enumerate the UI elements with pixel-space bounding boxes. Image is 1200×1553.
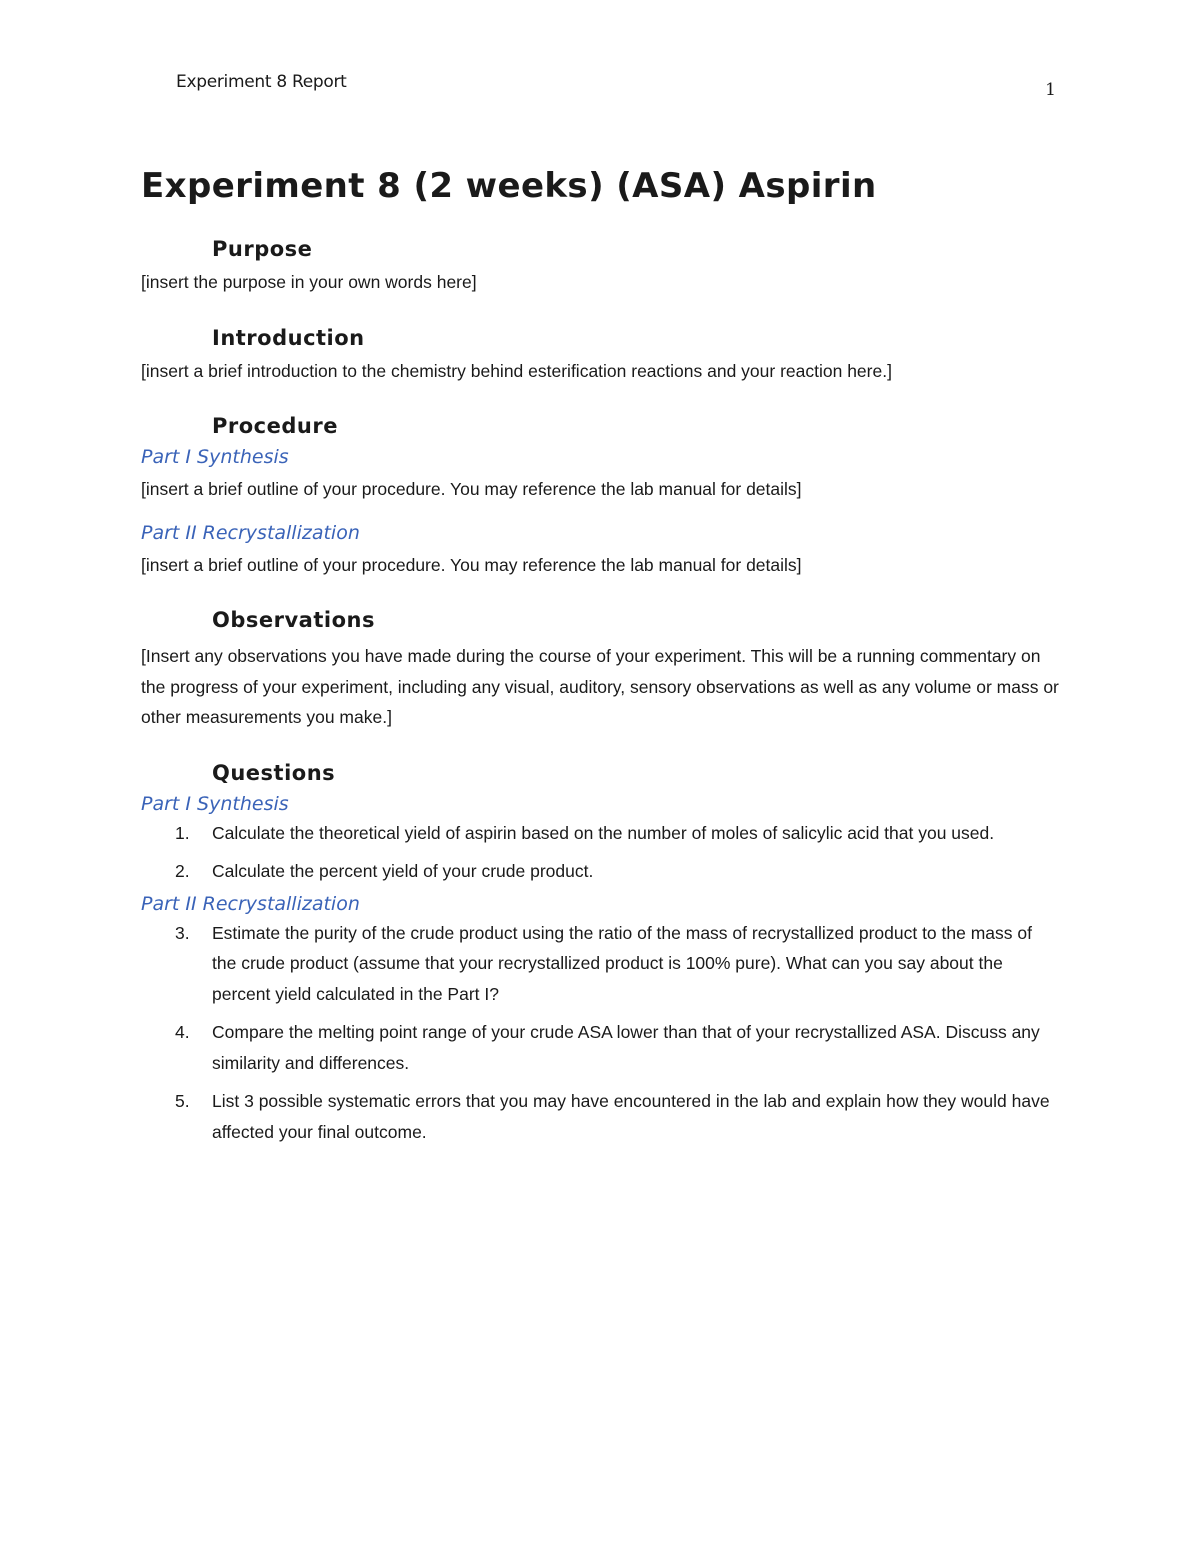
procedure-part1-heading: Part I Synthesis <box>141 446 289 468</box>
procedure-part2-text: [insert a brief outline of your procedure. You may reference the lab manual for details] <box>141 554 802 575</box>
question-text: Compare the melting point range of your crude ASA lower than that of your recrystallized ASA. Discuss any similarity and differences. <box>212 1022 1040 1073</box>
document-body <box>141 160 1061 1155</box>
question-number: 1. <box>175 822 190 843</box>
question-text: Calculate the theoretical yield of aspirin based on the number of moles of salicylic acid that you used. <box>212 822 995 843</box>
running-header-title: Experiment 8 Report <box>176 72 347 92</box>
introduction-text: [insert a brief introduction to the chemistry behind esterification reactions and your reaction here.] <box>141 360 892 381</box>
purpose-heading: Purpose <box>212 237 313 261</box>
question-text: Estimate the purity of the crude product using the ratio of the mass of recrystallized product to the mass of the crude product (assume that your recrystallized product is 100% pure). What can you say about the percent yield calculated in the Part I? <box>212 922 1032 1004</box>
procedure-part1-text: [insert a brief outline of your procedure. You may reference the lab manual for details] <box>141 479 802 499</box>
procedure-section <box>141 411 1061 580</box>
page-header <box>176 72 1060 102</box>
questions-part1-heading: Part I Synthesis <box>141 792 289 815</box>
questions-heading: Questions <box>212 760 336 785</box>
question-item <box>141 856 1061 887</box>
observations-text: [Insert any observations you have made during the course of your experiment. This will be a running commentary on the progress of your experiment, including any visual, auditory, sensory observations as well as any volume or mass or other measurements you make.] <box>141 646 1059 727</box>
question-item <box>141 918 1061 1010</box>
question-item <box>141 818 1061 849</box>
questions-part2-heading: Part II Recrystallization <box>141 892 360 915</box>
document-title: Experiment 8 (2 weeks) (ASA) Aspirin <box>141 166 877 206</box>
questions-part2-list <box>141 918 1061 1148</box>
observations-section <box>141 605 1061 733</box>
question-number: 4. <box>175 1022 190 1042</box>
purpose-text: [insert the purpose in your own words here] <box>141 272 477 292</box>
page-number: 1 <box>1045 80 1056 100</box>
question-number: 5. <box>175 1091 190 1111</box>
purpose-section <box>141 234 1061 298</box>
procedure-part2-heading: Part II Recrystallization <box>141 521 360 544</box>
question-text: List 3 possible systematic errors that you may have encountered in the lab and explain how they would have affected your final outcome. <box>212 1091 1050 1142</box>
question-number: 3. <box>175 922 190 943</box>
question-text: Calculate the percent yield of your crude product. <box>212 861 594 881</box>
introduction-section <box>141 323 1061 387</box>
procedure-heading: Procedure <box>212 414 338 438</box>
observations-heading: Observations <box>212 608 375 632</box>
question-item <box>141 1086 1061 1147</box>
introduction-heading: Introduction <box>212 325 365 350</box>
question-number: 2. <box>175 861 190 881</box>
questions-part1-list <box>141 818 1061 887</box>
question-item <box>141 1017 1061 1078</box>
questions-section <box>141 758 1061 1148</box>
